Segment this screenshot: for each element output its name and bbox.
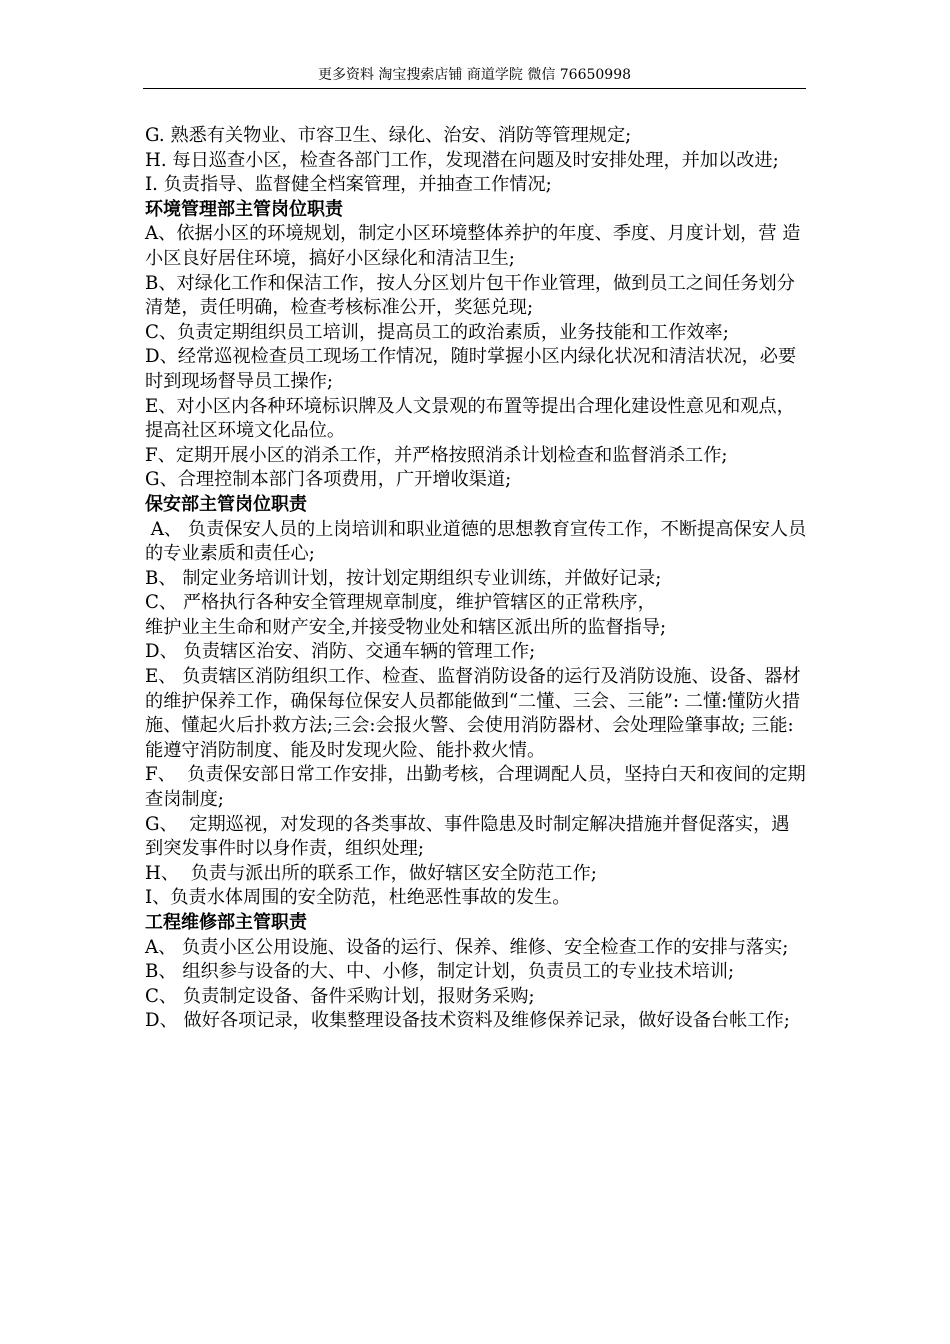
paragraph: C、负责定期组织员工培训，提高员工的政治素质，业务技能和工作效率; (145, 321, 729, 343)
paragraph: B、 组织参与设备的大、中、小修，制定计划，负责员工的专业技术培训; (145, 961, 735, 983)
paragraph: G. 熟悉有关物业、市容卫生、绿化、治安、消防等管理规定; (145, 125, 632, 146)
page-header: 更多资料 淘宝搜索店铺 商道学院 微信 76650998 (143, 64, 806, 89)
paragraph: A、 负责保安人员的上岗培训和职业道德的思想教育宣传工作，不断提高保安人员的专业素质和责任心; (145, 518, 807, 565)
paragraph: D、经常巡视检查员工现场工作情况，随时掌握小区内绿化状况和清洁状况，必要时到现场督导员工操作; (145, 346, 797, 392)
paragraph: B、对绿化工作和保洁工作，按人分区划片包干作业管理，做到员工之间任务划分清楚，责任明确，检查考核标准公开，奖惩兑现; (145, 272, 795, 319)
section-heading: 保安部主管岗位职责 (145, 493, 307, 515)
paragraph: E、对小区内各种环境标识牌及人文景观的布置等提出合理化建设性意见和观点，提高社区环境文化品位。 (145, 395, 795, 442)
section-heading: 环境管理部主管岗位职责 (145, 198, 343, 220)
paragraph: C、 严格执行各种安全管理规章制度，维护管辖区的正常秩序， (145, 592, 656, 614)
paragraph: F、定期开展小区的消杀工作，并严格按照消杀计划检查和监督消杀工作; (145, 444, 728, 466)
paragraph: 维护业主生命和财产安全,并接受物业处和辖区派出所的监督指导; (145, 616, 667, 638)
paragraph: E、 负责辖区消防组织工作、检查、监督消防设备的运行及消防设施、设备、器材的维护保养工作，确保每位保安人员都能做到“二懂、三会、三能”: 二懂:懂防火措施、懂起火后扑救方法;三会:会报火警、会使用消防器材、会处理险肇事故; 三能:能遵守消防制度、能及时发现火险、能扑救火情。 (145, 666, 801, 761)
paragraph: H、 负责与派出所的联系工作，做好辖区安全防范工作; (145, 862, 597, 884)
paragraph: I、负责水体周围的安全防范，杜绝恶性事故的发生。 (145, 887, 571, 909)
paragraph: A、依据小区的环境规划，制定小区环境整体养护的年度、季度、月度计划，营 造小区良好居住环境，搞好小区绿化和清洁卫生; (145, 223, 801, 269)
paragraph: B、 制定业务培训计划，按计划定期组织专业训练，并做好记录; (145, 567, 662, 589)
paragraph: D、 做好各项记录，收集整理设备技术资料及维修保养记录，做好设备台帐工作; (145, 1010, 790, 1032)
paragraph: G、合理控制本部门各项费用，广开增收渠道; (145, 469, 512, 491)
paragraph: A、 负责小区公用设施、设备的运行、保养、维修、安全检查工作的安排与落实; (145, 936, 789, 958)
paragraph: I. 负责指导、监督健全档案管理，并抽查工作情况; (145, 174, 552, 196)
paragraph: H. 每日巡查小区，检查各部门工作，发现潜在问题及时安排处理，并加以改进; (145, 149, 779, 171)
paragraph: G、 定期巡视，对发现的各类事故、事件隐患及时制定解决措施并督促落实，遇到突发事件时以身作责，组织处理; (145, 813, 790, 860)
section-heading: 工程维修部主管职责 (145, 912, 307, 933)
paragraph: C、 负责制定设备、备件采购计划，报财务采购; (145, 985, 535, 1007)
document-body (145, 124, 807, 1034)
paragraph: D、 负责辖区治安、消防、交通车辆的管理工作; (145, 641, 536, 663)
paragraph: F、 负责保安部日常工作安排，出勤考核，合理调配人员，坚持白天和夜间的定期查岗制度; (145, 764, 806, 811)
